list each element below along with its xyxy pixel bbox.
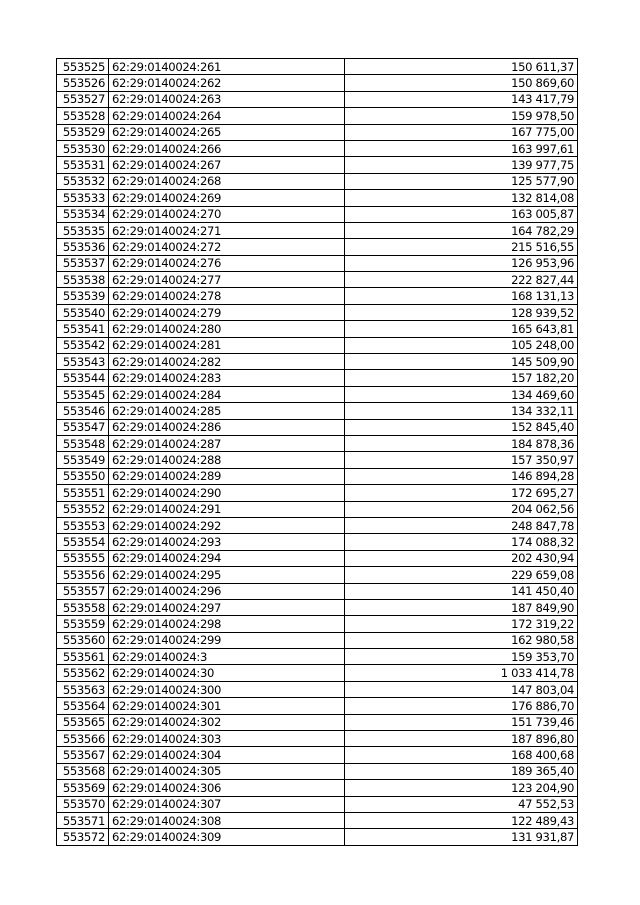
- cadastral-value-cell: 168 400,68: [345, 747, 578, 763]
- cadastral-number-cell: 62:29:0140024:282: [109, 354, 345, 370]
- cadastral-number-cell: 62:29:0140024:263: [109, 91, 345, 107]
- row-number-cell: 553530: [57, 140, 109, 156]
- table-row: [57, 108, 578, 124]
- table-row: [57, 567, 578, 583]
- table-row: [57, 255, 578, 271]
- table-row: [57, 599, 578, 615]
- table-row: [57, 239, 578, 255]
- cadastral-value-cell: 105 248,00: [345, 337, 578, 353]
- table-row: [57, 222, 578, 238]
- cadastral-number-cell: 62:29:0140024:283: [109, 370, 345, 386]
- cadastral-value-cell: 176 886,70: [345, 698, 578, 714]
- cadastral-number-cell: 62:29:0140024:294: [109, 550, 345, 566]
- cadastral-number-cell: 62:29:0140024:269: [109, 190, 345, 206]
- table-row: [57, 780, 578, 796]
- cadastral-number-cell: 62:29:0140024:267: [109, 157, 345, 173]
- cadastral-number-cell: 62:29:0140024:304: [109, 747, 345, 763]
- cadastral-number-cell: 62:29:0140024:266: [109, 140, 345, 156]
- row-number-cell: 553564: [57, 698, 109, 714]
- table-row: [57, 796, 578, 812]
- cadastral-value-cell: 125 577,90: [345, 173, 578, 189]
- cadastral-number-cell: 62:29:0140024:309: [109, 829, 345, 845]
- cadastral-value-cell: 162 980,58: [345, 632, 578, 648]
- cadastral-value-cell: 189 365,40: [345, 763, 578, 779]
- cadastral-value-cell: 204 062,56: [345, 501, 578, 517]
- cadastral-value-cell: 146 894,28: [345, 468, 578, 484]
- table-row: [57, 288, 578, 304]
- cadastral-value-cell: 151 739,46: [345, 714, 578, 730]
- cadastral-number-cell: 62:29:0140024:285: [109, 403, 345, 419]
- cadastral-value-cell: 157 182,20: [345, 370, 578, 386]
- table-row: [57, 649, 578, 665]
- cadastral-number-cell: 62:29:0140024:299: [109, 632, 345, 648]
- row-number-cell: 553532: [57, 173, 109, 189]
- row-number-cell: 553531: [57, 157, 109, 173]
- table-row: [57, 272, 578, 288]
- cadastral-value-cell: 187 896,80: [345, 731, 578, 747]
- row-number-cell: 553544: [57, 370, 109, 386]
- table-row: [57, 59, 578, 75]
- row-number-cell: 553550: [57, 468, 109, 484]
- row-number-cell: 553563: [57, 681, 109, 697]
- row-number-cell: 553526: [57, 75, 109, 91]
- cadastral-number-cell: 62:29:0140024:298: [109, 616, 345, 632]
- row-number-cell: 553535: [57, 222, 109, 238]
- row-number-cell: 553552: [57, 501, 109, 517]
- row-number-cell: 553537: [57, 255, 109, 271]
- table-row: [57, 698, 578, 714]
- cadastral-value-cell: 187 849,90: [345, 599, 578, 615]
- table-row: [57, 501, 578, 517]
- row-number-cell: 553559: [57, 616, 109, 632]
- cadastral-number-cell: 62:29:0140024:268: [109, 173, 345, 189]
- row-number-cell: 553565: [57, 714, 109, 730]
- cadastral-number-cell: 62:29:0140024:265: [109, 124, 345, 140]
- table-row: [57, 747, 578, 763]
- table-row: [57, 403, 578, 419]
- cadastral-value-cell: 174 088,32: [345, 534, 578, 550]
- row-number-cell: 553540: [57, 304, 109, 320]
- table-row: [57, 714, 578, 730]
- cadastral-number-cell: 62:29:0140024:305: [109, 763, 345, 779]
- cadastral-value-cell: 131 931,87: [345, 829, 578, 845]
- cadastral-number-cell: 62:29:0140024:306: [109, 780, 345, 796]
- row-number-cell: 553561: [57, 649, 109, 665]
- table-row: [57, 485, 578, 501]
- cadastral-value-cell: 139 977,75: [345, 157, 578, 173]
- cadastral-value-cell: 172 695,27: [345, 485, 578, 501]
- table-body: [57, 59, 578, 846]
- row-number-cell: 553528: [57, 108, 109, 124]
- cadastral-number-cell: 62:29:0140024:284: [109, 386, 345, 402]
- table-row: [57, 583, 578, 599]
- row-number-cell: 553539: [57, 288, 109, 304]
- table-row: [57, 812, 578, 828]
- row-number-cell: 553543: [57, 354, 109, 370]
- cadastral-value-cell: 248 847,78: [345, 517, 578, 533]
- row-number-cell: 553551: [57, 485, 109, 501]
- cadastral-number-cell: 62:29:0140024:295: [109, 567, 345, 583]
- cadastral-number-cell: 62:29:0140024:289: [109, 468, 345, 484]
- table-row: [57, 386, 578, 402]
- cadastral-number-cell: 62:29:0140024:276: [109, 255, 345, 271]
- table-row: [57, 190, 578, 206]
- row-number-cell: 553533: [57, 190, 109, 206]
- table-row: [57, 173, 578, 189]
- row-number-cell: 553568: [57, 763, 109, 779]
- table-row: [57, 304, 578, 320]
- cadastral-number-cell: 62:29:0140024:300: [109, 681, 345, 697]
- cadastral-number-cell: 62:29:0140024:290: [109, 485, 345, 501]
- row-number-cell: 553562: [57, 665, 109, 681]
- cadastral-number-cell: 62:29:0140024:270: [109, 206, 345, 222]
- cadastral-value-cell: 202 430,94: [345, 550, 578, 566]
- cadastral-number-cell: 62:29:0140024:296: [109, 583, 345, 599]
- row-number-cell: 553541: [57, 321, 109, 337]
- cadastral-value-cell: 152 845,40: [345, 419, 578, 435]
- cadastral-number-cell: 62:29:0140024:293: [109, 534, 345, 550]
- row-number-cell: 553557: [57, 583, 109, 599]
- cadastral-value-cell: 145 509,90: [345, 354, 578, 370]
- cadastral-number-cell: 62:29:0140024:281: [109, 337, 345, 353]
- cadastral-value-cell: 143 417,79: [345, 91, 578, 107]
- row-number-cell: 553570: [57, 796, 109, 812]
- cadastral-number-cell: 62:29:0140024:301: [109, 698, 345, 714]
- table-row: [57, 124, 578, 140]
- cadastral-value-cell: 164 782,29: [345, 222, 578, 238]
- cadastral-value-cell: 134 332,11: [345, 403, 578, 419]
- row-number-cell: 553558: [57, 599, 109, 615]
- table-row: [57, 321, 578, 337]
- cadastral-number-cell: 62:29:0140024:30: [109, 665, 345, 681]
- row-number-cell: 553527: [57, 91, 109, 107]
- cadastral-number-cell: 62:29:0140024:3: [109, 649, 345, 665]
- table-row: [57, 91, 578, 107]
- cadastral-value-cell: 150 611,37: [345, 59, 578, 75]
- table-row: [57, 468, 578, 484]
- row-number-cell: 553546: [57, 403, 109, 419]
- table-row: [57, 550, 578, 566]
- cadastral-number-cell: 62:29:0140024:280: [109, 321, 345, 337]
- table-row: [57, 534, 578, 550]
- cadastral-value-cell: 159 978,50: [345, 108, 578, 124]
- cadastral-value-cell: 215 516,55: [345, 239, 578, 255]
- cadastral-value-cell: 134 469,60: [345, 386, 578, 402]
- table-row: [57, 370, 578, 386]
- cadastral-number-cell: 62:29:0140024:291: [109, 501, 345, 517]
- cadastral-value-cell: 132 814,08: [345, 190, 578, 206]
- table-row: [57, 354, 578, 370]
- table-row: [57, 829, 578, 845]
- cadastral-value-cell: 172 319,22: [345, 616, 578, 632]
- cadastral-number-cell: 62:29:0140024:277: [109, 272, 345, 288]
- table-row: [57, 517, 578, 533]
- cadastral-value-cell: 165 643,81: [345, 321, 578, 337]
- cadastral-number-cell: 62:29:0140024:287: [109, 435, 345, 451]
- row-number-cell: 553553: [57, 517, 109, 533]
- row-number-cell: 553548: [57, 435, 109, 451]
- cadastral-value-cell: 157 350,97: [345, 452, 578, 468]
- cadastral-value-cell: 150 869,60: [345, 75, 578, 91]
- row-number-cell: 553555: [57, 550, 109, 566]
- row-number-cell: 553545: [57, 386, 109, 402]
- cadastral-value-cell: 184 878,36: [345, 435, 578, 451]
- cadastral-value-cell: 163 997,61: [345, 140, 578, 156]
- cadastral-number-cell: 62:29:0140024:288: [109, 452, 345, 468]
- table-row: [57, 763, 578, 779]
- table-row: [57, 435, 578, 451]
- cadastral-value-cell: 163 005,87: [345, 206, 578, 222]
- row-number-cell: 553572: [57, 829, 109, 845]
- row-number-cell: 553529: [57, 124, 109, 140]
- table-row: [57, 157, 578, 173]
- row-number-cell: 553536: [57, 239, 109, 255]
- table-row: [57, 731, 578, 747]
- cadastral-value-cell: 159 353,70: [345, 649, 578, 665]
- cadastral-number-cell: 62:29:0140024:261: [109, 59, 345, 75]
- cadastral-value-cell: 128 939,52: [345, 304, 578, 320]
- row-number-cell: 553566: [57, 731, 109, 747]
- cadastral-number-cell: 62:29:0140024:279: [109, 304, 345, 320]
- row-number-cell: 553571: [57, 812, 109, 828]
- cadastral-value-cell: 141 450,40: [345, 583, 578, 599]
- table-row: [57, 206, 578, 222]
- cadastral-value-cell: 222 827,44: [345, 272, 578, 288]
- cadastral-value-cell: 47 552,53: [345, 796, 578, 812]
- cadastral-value-cell: 147 803,04: [345, 681, 578, 697]
- table-row: [57, 632, 578, 648]
- row-number-cell: 553547: [57, 419, 109, 435]
- cadastral-number-cell: 62:29:0140024:264: [109, 108, 345, 124]
- table-row: [57, 452, 578, 468]
- cadastral-value-cell: 123 204,90: [345, 780, 578, 796]
- table-row: [57, 75, 578, 91]
- table-row: [57, 419, 578, 435]
- row-number-cell: 553525: [57, 59, 109, 75]
- row-number-cell: 553538: [57, 272, 109, 288]
- cadastral-number-cell: 62:29:0140024:272: [109, 239, 345, 255]
- row-number-cell: 553556: [57, 567, 109, 583]
- cadastral-number-cell: 62:29:0140024:286: [109, 419, 345, 435]
- cadastral-number-cell: 62:29:0140024:278: [109, 288, 345, 304]
- row-number-cell: 553534: [57, 206, 109, 222]
- table-row: [57, 337, 578, 353]
- table-row: [57, 140, 578, 156]
- cadastral-number-cell: 62:29:0140024:307: [109, 796, 345, 812]
- cadastral-value-cell: 126 953,96: [345, 255, 578, 271]
- row-number-cell: 553560: [57, 632, 109, 648]
- cadastral-number-cell: 62:29:0140024:303: [109, 731, 345, 747]
- cadastral-number-cell: 62:29:0140024:297: [109, 599, 345, 615]
- cadastral-value-cell: 167 775,00: [345, 124, 578, 140]
- cadastral-number-cell: 62:29:0140024:262: [109, 75, 345, 91]
- cadastral-number-cell: 62:29:0140024:302: [109, 714, 345, 730]
- cadastral-value-cell: 1 033 414,78: [345, 665, 578, 681]
- cadastral-value-cell: 229 659,08: [345, 567, 578, 583]
- cadastral-value-cell: 168 131,13: [345, 288, 578, 304]
- cadastral-number-cell: 62:29:0140024:271: [109, 222, 345, 238]
- row-number-cell: 553542: [57, 337, 109, 353]
- row-number-cell: 553567: [57, 747, 109, 763]
- table-row: [57, 665, 578, 681]
- cadastral-value-table: [56, 58, 578, 846]
- row-number-cell: 553549: [57, 452, 109, 468]
- table-row: [57, 616, 578, 632]
- cadastral-number-cell: 62:29:0140024:292: [109, 517, 345, 533]
- cadastral-value-cell: 122 489,43: [345, 812, 578, 828]
- row-number-cell: 553554: [57, 534, 109, 550]
- table-row: [57, 681, 578, 697]
- row-number-cell: 553569: [57, 780, 109, 796]
- cadastral-number-cell: 62:29:0140024:308: [109, 812, 345, 828]
